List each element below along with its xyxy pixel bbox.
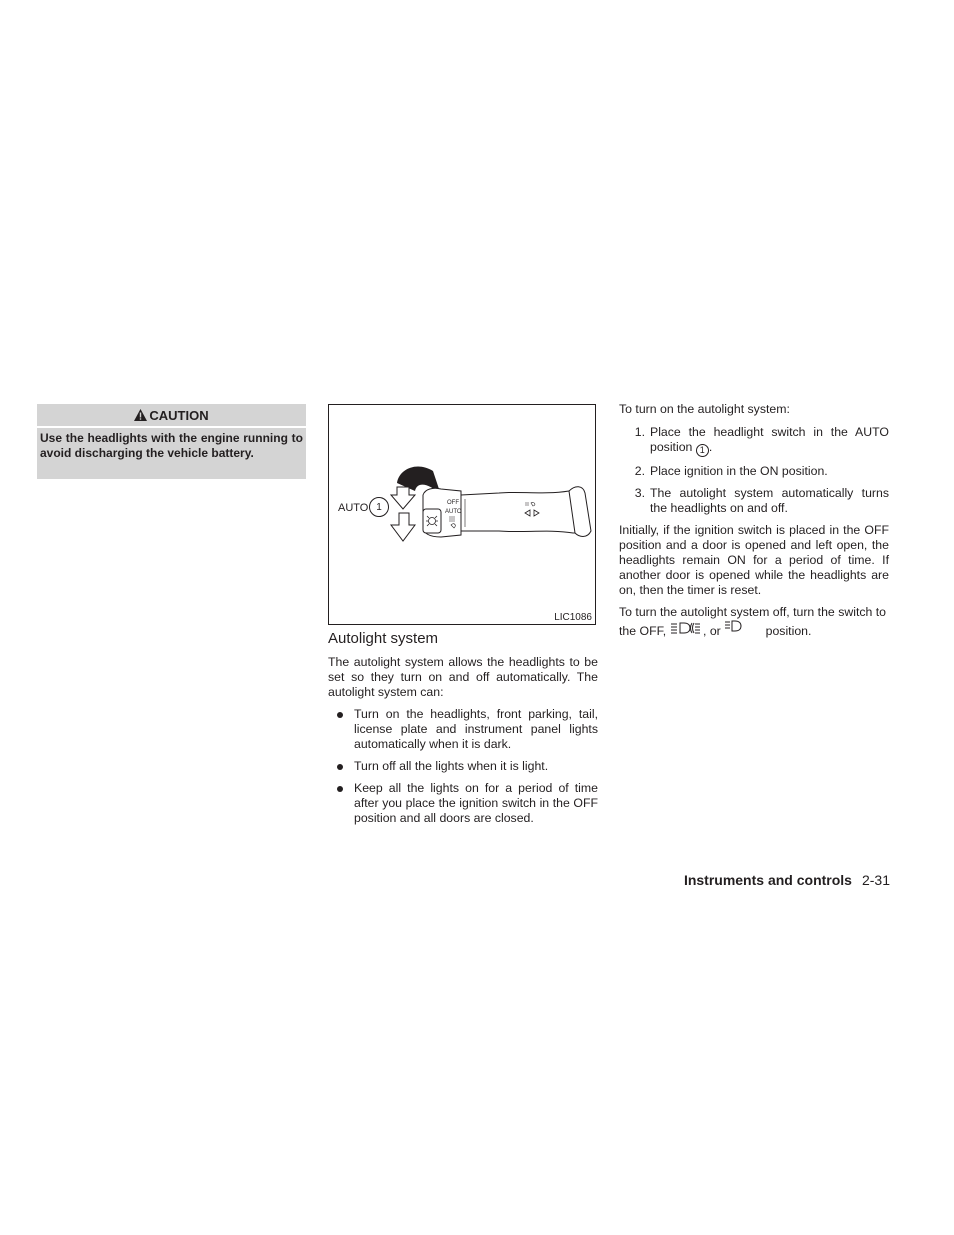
switch-label-auto: AUTO	[445, 509, 462, 515]
list-item: Keep all the lights on for a period of time after you place the ignition switch in the OFF position and all doors are closed.	[328, 781, 598, 826]
list-item: Turn on the headlights, front parking, tail, license plate and instrument panel lights automatically when it is dark.	[328, 707, 598, 752]
step-number: 1.	[634, 425, 645, 439]
autolight-bullets	[328, 707, 598, 826]
caution-box	[37, 404, 306, 479]
list-item: Turn off all the lights when it is light.	[328, 759, 598, 774]
footer-section: Instruments and controls	[683, 872, 852, 888]
callout-number: 1	[696, 444, 709, 457]
list-item: 1. Place the headlight switch in the AUTO position 1 .	[619, 425, 889, 457]
callout-number: 1	[369, 497, 389, 517]
step-text: Place ignition in the ON position.	[650, 464, 828, 478]
bullet-icon	[328, 759, 354, 774]
headlight-icon	[670, 622, 700, 634]
turn-off-paragraph: To turn the autolight system off, turn the switch to the OFF, , or position.	[619, 605, 887, 638]
list-item	[619, 486, 889, 516]
autolight-section	[328, 630, 598, 833]
turn-on-section	[619, 402, 889, 639]
warning-triangle-icon	[134, 409, 147, 421]
caution-text: Use the headlights with the engine running to avoid discharging the vehicle battery.	[40, 431, 303, 460]
list-item	[619, 464, 889, 479]
switch-label-off: OFF	[447, 500, 459, 506]
timer-paragraph: Initially, if the ignition switch is placed in the OFF position and a door is opened and left open, the headlights remain ON for a period of time. If another door is opened while the headlights are on, then the timer is reset.	[619, 523, 889, 597]
caution-title: CAUTION	[149, 407, 209, 423]
auto-label: AUTO	[338, 502, 369, 514]
page-footer	[620, 872, 890, 888]
parking-light-icon	[724, 620, 744, 632]
autolight-intro: The autolight system allows the headlights to be set so they turn on and off automatically. The autolight system can:	[328, 655, 598, 699]
bullet-icon	[328, 781, 354, 826]
page-number: 2-31	[861, 872, 890, 888]
turn-on-intro: To turn on the autolight system:	[619, 402, 790, 416]
step-text: Place the headlight switch in the AUTO position	[650, 425, 889, 454]
step-number: 2.	[634, 464, 645, 478]
step-text: The autolight system automatically turns the headlights on and off.	[650, 486, 889, 515]
figure-code: LIC1086	[554, 612, 592, 623]
caution-header	[37, 404, 306, 428]
bullet-icon	[328, 707, 354, 752]
headlight-switch-figure	[328, 404, 596, 625]
headlight-switch-illustration	[329, 405, 595, 624]
section-heading: Autolight system	[328, 630, 439, 647]
step-number: 3.	[634, 486, 645, 500]
